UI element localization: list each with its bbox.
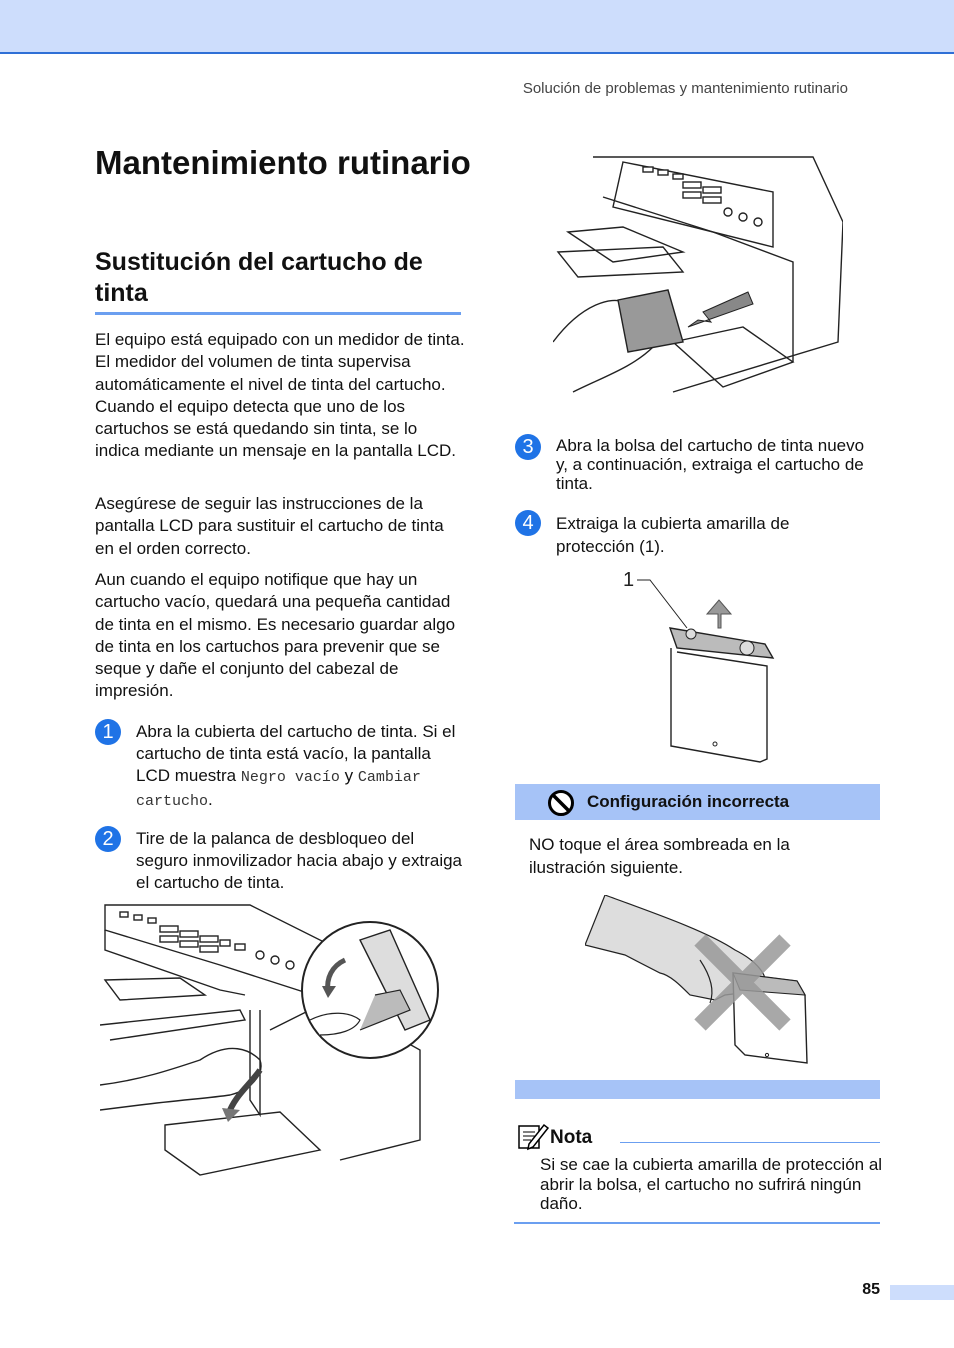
note-pencil-icon	[517, 1122, 549, 1152]
instructions-paragraph: Asegúrese de seguir las instrucciones de la pantalla LCD para sustituir el cartucho de tinta en el orden correcto.	[95, 494, 444, 558]
warning-header	[515, 784, 880, 820]
note-title: Nota	[550, 1127, 593, 1148]
protective-cover-illustration	[615, 566, 785, 771]
do-not-touch-illustration	[585, 895, 815, 1070]
lcd-message: Cambiar cartucho	[136, 769, 421, 810]
top-header-band	[0, 0, 954, 54]
intro-paragraph: El equipo está equipado con un medidor de tinta. El medidor del volumen de tinta supervisa automáticamente el nivel de tinta del cartucho. Cuando el equipo detecta que uno de los cartuchos se está quedando sin tinta, se lo indica mediante un mensaje en la pantalla LCD.	[95, 330, 465, 461]
note-text: Si se cae la cubierta amarilla de protección al abrir la bolsa, el cartucho no sufrirá ningún daño.	[540, 1155, 883, 1213]
step-number: 3	[515, 434, 541, 460]
running-header: Solución de problemas y mantenimiento rutinario	[522, 80, 848, 97]
step-4	[522, 512, 866, 558]
note-divider	[620, 1142, 880, 1143]
section-divider	[95, 312, 461, 315]
step-2	[102, 828, 466, 894]
warning-footer-band	[515, 1080, 880, 1099]
step-number: 2	[95, 826, 121, 852]
warning-text: NO toque el área sombreada en la ilustración siguiente.	[529, 835, 790, 877]
step-text: Abra la cubierta del cartucho de tinta. Si el cartucho de tinta está vacío, la pantalla LCD muestra Negro vacío y Cambiar cartucho.	[136, 722, 456, 810]
page-tab	[890, 1285, 954, 1300]
warning-title: Configuración incorrecta	[587, 792, 790, 811]
callout-number: 1	[623, 569, 635, 591]
note-bottom-rule	[514, 1222, 880, 1224]
step-number: 4	[515, 510, 541, 536]
step-number: 1	[95, 719, 121, 745]
release-lever-illustration	[100, 900, 445, 1180]
step-text: Tire de la palanca de desbloqueo del seguro inmovilizador hacia abajo y extraiga el cartucho de tinta.	[136, 829, 463, 892]
cartridge-removal-illustration	[553, 152, 843, 402]
page-title: Mantenimiento rutinario	[95, 144, 471, 181]
step-1	[102, 721, 466, 813]
lcd-message: Negro vacío	[240, 769, 340, 786]
residual-ink-paragraph: Aun cuando el equipo notifique que hay un cartucho vacío, quedará una pequeña cantidad de tinta en el mismo. Es necesario guardar algo de tinta en los cartuchos para prevenir que se seque y dañe el conjunto del cabezal de impresión.	[95, 570, 456, 701]
no-entry-icon	[547, 789, 575, 817]
step-text: Abra la bolsa del cartucho de tinta nuevo y, a continuación, extraiga el cartucho de tinta.	[556, 436, 865, 493]
page-number: 85	[862, 1281, 880, 1298]
section-title: Sustitución del cartucho de tinta	[95, 248, 423, 307]
step-3	[522, 436, 866, 493]
step-text: Extraiga la cubierta amarilla de protección (1).	[556, 514, 790, 556]
